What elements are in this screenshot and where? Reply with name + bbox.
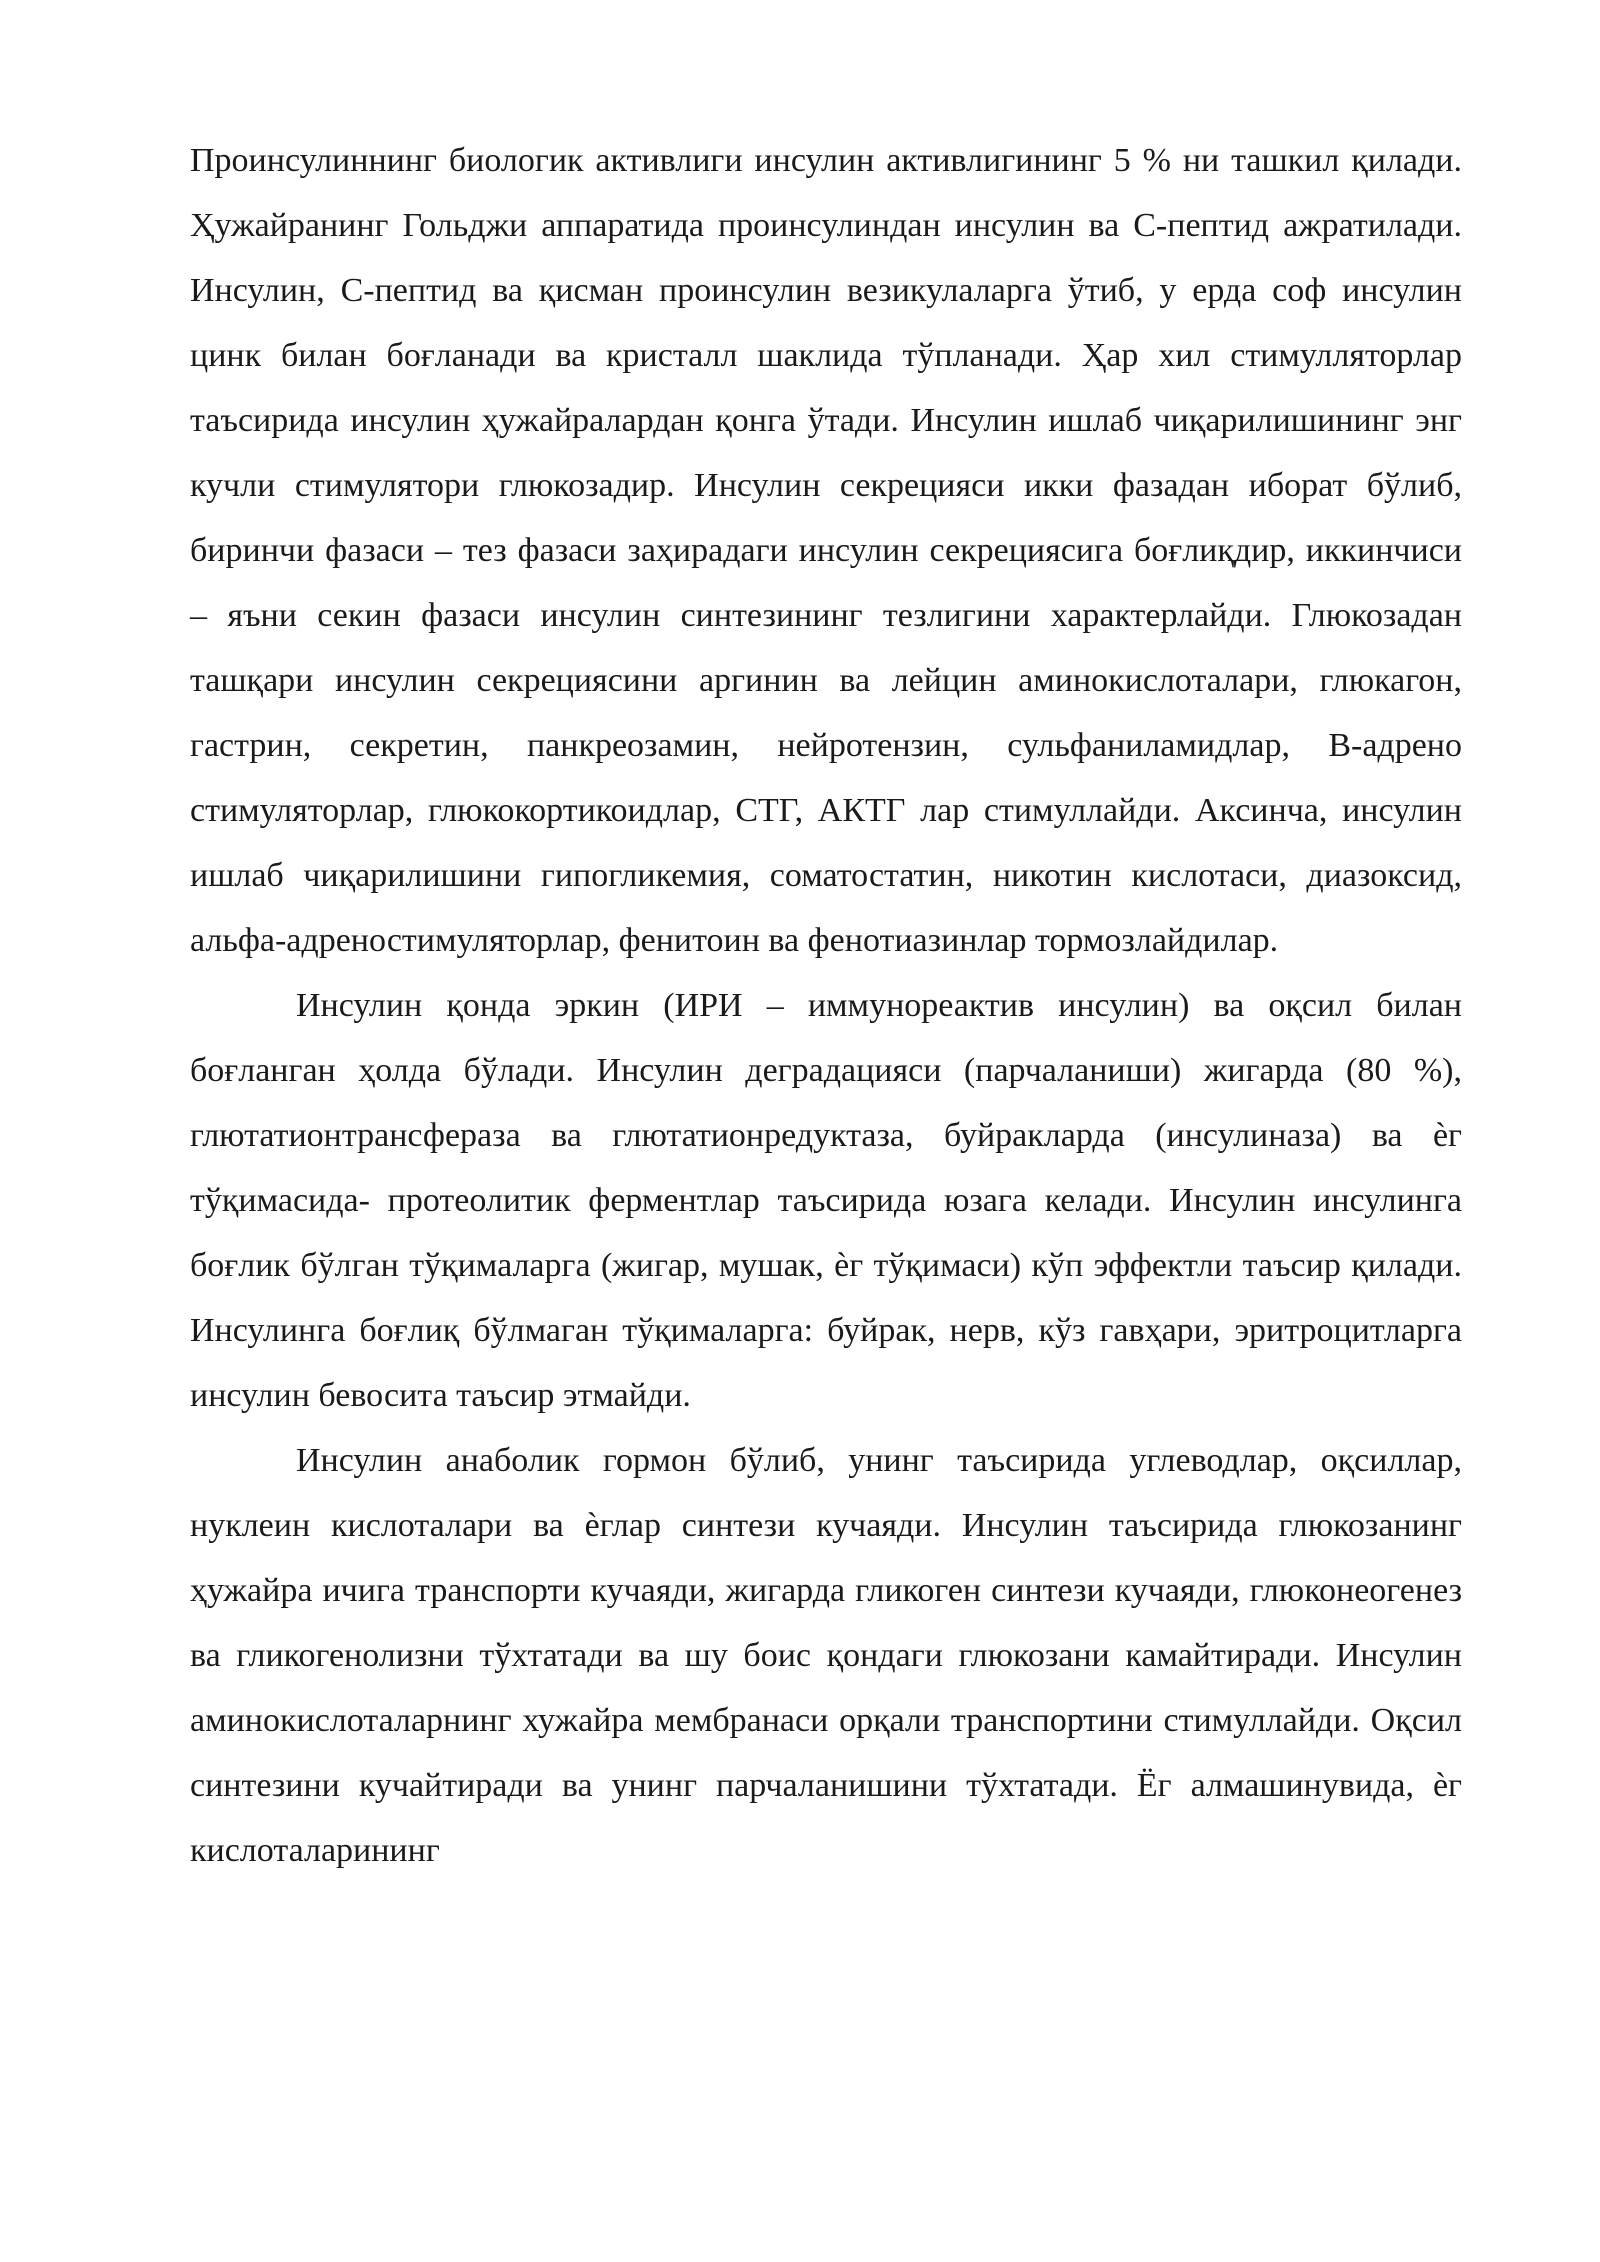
paragraph-insulin-anabolic: Инсулин анаболик гормон бўлиб, унинг таъсирида углеводлар, оқсиллар, нуклеин кислоталари ва ѐглар синтези кучаяди. Инсулин таъсирида глюкозанинг ҳужайра ичига транспорти кучаяди, жигарда гликоген синтези кучаяди, глюконеогенез ва гликогенолизни тўхтатади ва шу боис қондаги глюкозани камайтиради. Инсулин аминокислоталарнинг хужайра мембранаси орқали транспортини стимуллайди. Оқсил синтезини кучайтиради ва унинг парчаланишини тўхтатади. Ёг алмашинувида, ѐг кислоталарининг	[190, 1442, 1462, 1869]
document-page	[190, 128, 1462, 1883]
paragraph-proinsulin: Проинсулиннинг биологик активлиги инсулин активлигининг 5 % ни ташкил қилади. Ҳужайранинг Гольджи аппаратида проинсулиндан инсулин ва С-пептид ажратилади. Инсулин, С-пептид ва қисман проинсулин везикулаларга ўтиб, у ерда соф инсулин цинк билан боғланади ва кристалл шаклида тўпланади. Ҳар хил стимулляторлар таъсирида инсулин ҳужайралардан қонга ўтади. Инсулин ишлаб чиқарилишининг энг кучли стимулятори глюкозадир. Инсулин секрецияси икки фазадан иборат бўлиб, биринчи фазаси – тез фазаси заҳирадаги инсулин секрециясига боғлиқдир, иккинчиси – яъни секин фазаси инсулин синтезининг тезлигини характерлайди. Глюкозадан ташқари инсулин секрециясини аргинин ва лейцин аминокислоталари, глюкагон, гастрин, секретин, панкреозамин, нейротензин, сульфаниламидлар, В-адрено стимуляторлар, глюкокортикоидлар, СТГ, АКТГ лар стимуллайди. Аксинча, инсулин ишлаб чиқарилишини гипогликемия, соматостатин, никотин кислотаси, диазоксид, альфа-адреностимуляторлар, фенитоин ва фенотиазинлар тормозлайдилар.	[190, 142, 1462, 959]
paragraph-insulin-blood: Инсулин қонда эркин (ИРИ – иммунореактив инсулин) ва оқсил билан боғланган ҳолда бўлади. Инсулин деградацияси (парчаланиши) жигарда (80 %), глютатионтрансфераза ва глютатионредуктаза, буйракларда (инсулиназа) ва ѐг тўқимасида- протеолитик ферментлар таъсирида юзага келади. Инсулин инсулинга боғлик бўлган тўқималарга (жигар, мушак, ѐг тўқимаси) кўп эффектли таъсир қилади. Инсулинга боғлиқ бўлмаган тўқималарга: буйрак, нерв, кўз гавҳари, эритроцитларга инсулин бевосита таъсир этмайди.	[190, 987, 1462, 1414]
